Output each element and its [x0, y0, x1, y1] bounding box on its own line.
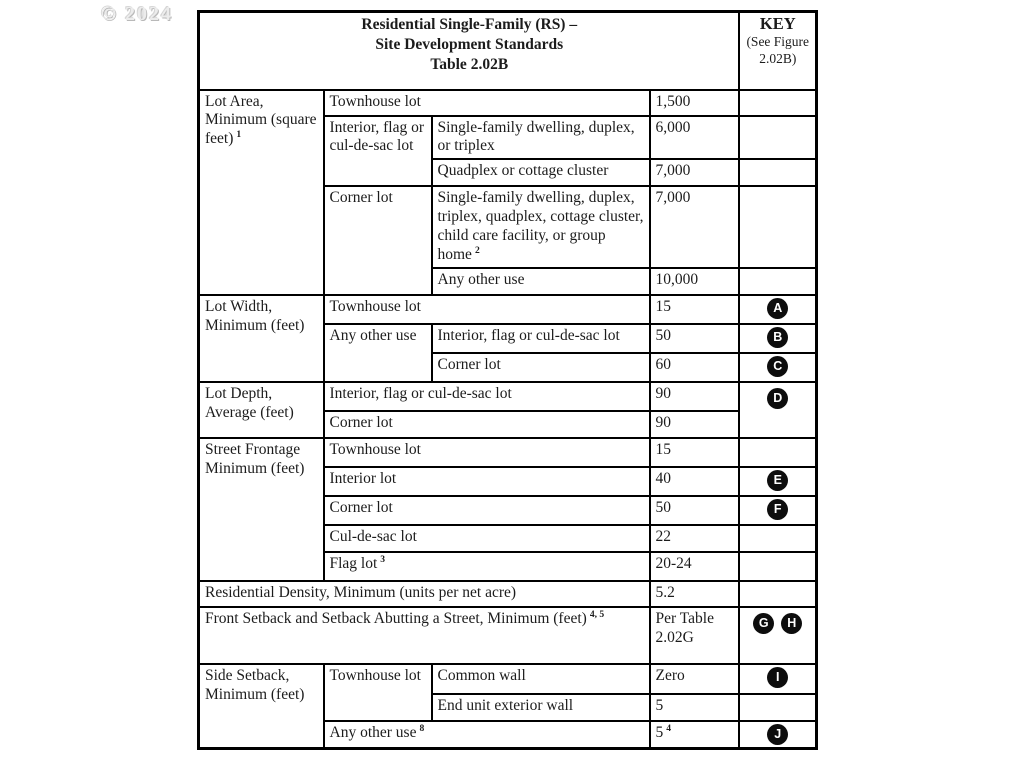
- cell-lot-depth-use-2: Corner lot: [324, 411, 650, 438]
- cell-side-setback-other-use: [324, 721, 650, 749]
- cell-street-frontage-value-4: 20-24: [650, 552, 739, 581]
- side-setback-other-use-text: Any other use: [329, 723, 417, 741]
- cell-lot-area-interior-use-2: Quadplex or cottage cluster: [432, 159, 650, 186]
- key-header-subtitle-2: 2.02B): [759, 50, 797, 66]
- cell-street-frontage-use-1: Interior lot: [324, 467, 650, 496]
- lot-area-corner-use-text: Single-family dwelling, duplex, triplex, quadplex, cottage cluster, child care facility, or group home: [437, 189, 644, 264]
- key-cell-lot-area-interior-2: [739, 159, 817, 186]
- key-cell-lot-width-other-2: [739, 353, 817, 382]
- key-cell-lot-depth: [739, 382, 817, 438]
- cell-street-frontage-use-4: [324, 552, 650, 581]
- cell-side-setback-value-2: 5: [650, 694, 739, 721]
- key-cell-lot-area-corner-2: [739, 268, 817, 295]
- footnote-sup-4-5: 4, 5: [589, 608, 605, 620]
- cell-lot-area-corner-value-2: 10,000: [650, 268, 739, 295]
- cell-lot-area-interior-use-1: Single-family dwelling, duplex, or triplex: [432, 116, 650, 160]
- cell-side-setback-use-2: End unit exterior wall: [432, 694, 650, 721]
- key-cell-density: [739, 581, 817, 607]
- cell-lot-width-other-value-2: 60: [650, 353, 739, 382]
- cell-lot-width-townhouse-value: 15: [650, 295, 739, 324]
- lot-area-label-text: Lot Area, Minimum (square feet): [205, 92, 317, 148]
- key-badge-h: H: [781, 613, 802, 634]
- flag-lot-text: Flag lot: [329, 554, 378, 572]
- front-setback-label-text: Front Setback and Setback Abutting a Street, Minimum (feet): [205, 609, 587, 627]
- key-cell-street-frontage-0: [739, 438, 817, 467]
- cell-lot-area-interior-value-1: 6,000: [650, 116, 739, 160]
- copyright-watermark: © 2024: [101, 3, 173, 25]
- cell-street-frontage-label: Street Frontage Minimum (feet): [199, 438, 324, 581]
- cell-lot-area-corner-value-1: 7,000: [650, 186, 739, 268]
- cell-lot-area-interior-value-2: 7,000: [650, 159, 739, 186]
- cell-lot-depth-value-1: 90: [650, 382, 739, 411]
- cell-lot-area-interior-type: Interior, flag or cul-de-sac lot: [324, 116, 432, 187]
- key-badge-a: A: [767, 298, 788, 319]
- key-column-header: [739, 12, 817, 90]
- key-cell-front-setback: [739, 607, 817, 664]
- cell-side-setback-townhouse-type: Townhouse lot: [324, 664, 432, 721]
- key-cell-lot-width-townhouse: [739, 295, 817, 324]
- cell-street-frontage-use-0: Townhouse lot: [324, 438, 650, 467]
- cell-side-setback-use-1: Common wall: [432, 664, 650, 694]
- key-badge-d: D: [767, 388, 788, 409]
- cell-side-setback-value-1: Zero: [650, 664, 739, 694]
- footnote-sup-3: 3: [380, 553, 386, 565]
- key-badge-j: J: [767, 724, 788, 745]
- cell-front-setback-value: Per Table 2.02G: [650, 607, 739, 664]
- key-cell-street-frontage-2: [739, 496, 817, 525]
- key-cell-side-setback-1: [739, 664, 817, 694]
- cell-lot-area-label: [199, 90, 324, 295]
- key-badge-i: I: [767, 667, 788, 688]
- cell-density-value: 5.2: [650, 581, 739, 607]
- side-setback-other-value-text: 5: [655, 723, 664, 741]
- cell-front-setback-label: [199, 607, 650, 664]
- key-cell-street-frontage-1: [739, 467, 817, 496]
- cell-lot-area-townhouse-value: 1,500: [650, 90, 739, 116]
- key-cell-lot-area-interior-1: [739, 116, 817, 160]
- cell-side-setback-label: Side Setback, Minimum (feet): [199, 664, 324, 749]
- footnote-sup-8: 8: [419, 722, 425, 734]
- cell-street-frontage-value-1: 40: [650, 467, 739, 496]
- key-badge-g: G: [753, 613, 774, 634]
- cell-lot-width-label: Lot Width, Minimum (feet): [199, 295, 324, 382]
- cell-lot-area-townhouse-use: Townhouse lot: [324, 90, 650, 116]
- site-development-standards-table: [197, 10, 818, 750]
- key-header-title: KEY: [759, 14, 796, 33]
- cell-lot-depth-value-2: 90: [650, 411, 739, 438]
- key-cell-lot-area-corner-1: [739, 186, 817, 268]
- key-cell-street-frontage-4: [739, 552, 817, 581]
- cell-side-setback-other-value: [650, 721, 739, 749]
- cell-lot-area-corner-type: Corner lot: [324, 186, 432, 295]
- cell-street-frontage-value-0: 15: [650, 438, 739, 467]
- key-cell-lot-area-townhouse: [739, 90, 817, 116]
- cell-lot-width-other-use-2: Corner lot: [432, 353, 650, 382]
- key-badge-f: F: [767, 499, 788, 520]
- footnote-sup-2: 2: [474, 244, 480, 256]
- cell-density-label: Residential Density, Minimum (units per net acre): [199, 581, 650, 607]
- table-title: [199, 12, 739, 90]
- table-title-line-2: Site Development Standards: [375, 36, 564, 54]
- table-title-line-1: Residential Single-Family (RS) –: [361, 16, 578, 33]
- cell-lot-area-corner-use-1: [432, 186, 650, 268]
- cell-street-frontage-use-2: Corner lot: [324, 496, 650, 525]
- key-cell-side-setback-2: [739, 694, 817, 721]
- key-cell-lot-width-other-1: [739, 324, 817, 353]
- cell-lot-depth-label: Lot Depth, Average (feet): [199, 382, 324, 438]
- key-cell-street-frontage-3: [739, 525, 817, 552]
- cell-lot-depth-use-1: Interior, flag or cul-de-sac lot: [324, 382, 650, 411]
- cell-lot-area-corner-use-2: Any other use: [432, 268, 650, 295]
- cell-lot-width-other-type: Any other use: [324, 324, 432, 382]
- key-badge-b: B: [767, 327, 788, 348]
- cell-lot-width-townhouse-use: Townhouse lot: [324, 295, 650, 324]
- cell-street-frontage-value-2: 50: [650, 496, 739, 525]
- cell-lot-width-other-value-1: 50: [650, 324, 739, 353]
- cell-lot-width-other-use-1: Interior, flag or cul-de-sac lot: [432, 324, 650, 353]
- cell-street-frontage-value-3: 22: [650, 525, 739, 552]
- key-header-subtitle-1: (See Figure: [746, 33, 810, 49]
- footnote-sup-value-4: 4: [666, 722, 672, 734]
- key-badge-c: C: [767, 356, 788, 377]
- footnote-sup-1: 1: [236, 129, 242, 141]
- key-cell-side-setback-other: [739, 721, 817, 749]
- cell-street-frontage-use-3: Cul-de-sac lot: [324, 525, 650, 552]
- table-title-line-3: Table 2.02B: [430, 56, 509, 74]
- key-badge-e: E: [767, 470, 788, 491]
